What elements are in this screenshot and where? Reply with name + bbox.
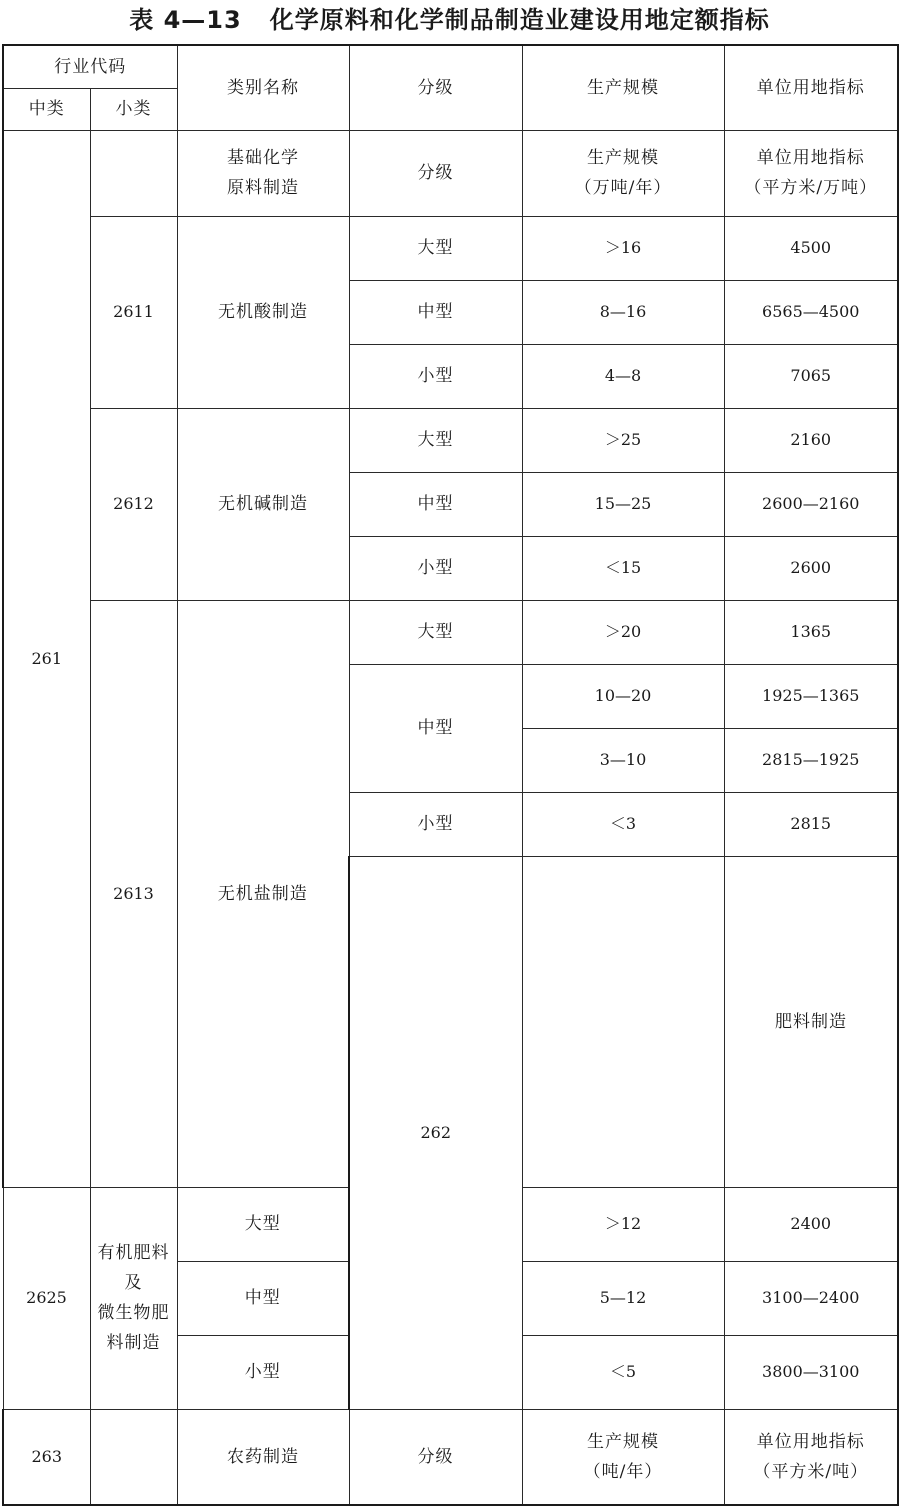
category-name-line: 基础化学 (227, 148, 299, 168)
scale-cell: 10—20 (522, 664, 724, 728)
grade-cell: 中型 (349, 472, 522, 536)
sub-class-code-2612: 2612 (90, 408, 177, 600)
grade-cell: 大型 (177, 1187, 349, 1261)
scale-cell: 8—16 (522, 280, 724, 344)
group-263-heading-row (3, 1409, 898, 1505)
index-unit-line: 单位用地指标 (756, 1431, 865, 1452)
scale-cell: ＞20 (522, 600, 724, 664)
category-name-pesticide: 农药制造 (177, 1409, 349, 1505)
grade-label: 分级 (349, 1409, 522, 1505)
scale-unit-line: （吨/年） (583, 1461, 663, 1482)
scale-cell: 5—12 (522, 1261, 724, 1335)
category-name-basic-chem (177, 130, 349, 216)
table-row (3, 216, 898, 280)
index-cell: 2600 (724, 536, 898, 600)
scale-cell: 15—25 (522, 472, 724, 536)
land-quota-table (2, 44, 899, 1506)
category-name-2611: 无机酸制造 (177, 216, 349, 408)
header-grade: 分级 (349, 45, 522, 130)
table-title: 表 4—13 化学原料和化学制品制造业建设用地定额指标 (129, 6, 770, 34)
sub-class-code-empty (90, 130, 177, 216)
header-mid-class: 中类 (3, 88, 90, 130)
index-cell: 1365 (724, 600, 898, 664)
index-cell: 2160 (724, 408, 898, 472)
scale-cell: 3—10 (522, 728, 724, 792)
index-cell: 2600—2160 (724, 472, 898, 536)
category-name-line: 原料制造 (227, 178, 299, 198)
index-cell: 7065 (724, 344, 898, 408)
table-row (3, 600, 898, 664)
sub-class-code-2613: 2613 (90, 600, 177, 1187)
scale-cell: ＜3 (522, 792, 724, 856)
grade-cell: 中型 (177, 1261, 349, 1335)
index-unit-line: 单位用地指标 (756, 148, 865, 168)
grade-cell: 大型 (349, 216, 522, 280)
scale-cell: ＞12 (522, 1187, 724, 1261)
scale-cell: ＞16 (522, 216, 724, 280)
table-row (3, 408, 898, 472)
grade-cell: 小型 (349, 536, 522, 600)
scale-unit-cell (522, 130, 724, 216)
scale-cell: 4—8 (522, 344, 724, 408)
index-cell: 1925—1365 (724, 664, 898, 728)
header-sub-class: 小类 (90, 88, 177, 130)
index-unit-line: （平方米/吨） (753, 1461, 869, 1482)
category-name-2612: 无机碱制造 (177, 408, 349, 600)
sub-class-code-2611: 2611 (90, 216, 177, 408)
index-cell: 3100—2400 (724, 1261, 898, 1335)
group-261-heading-row (3, 130, 898, 216)
grade-cell: 大型 (349, 600, 522, 664)
header-category-name: 类别名称 (177, 45, 349, 130)
scale-cell: ＞25 (522, 408, 724, 472)
grade-label: 分级 (349, 130, 522, 216)
grade-cell: 小型 (349, 792, 522, 856)
index-cell: 2400 (724, 1187, 898, 1261)
header-industry-code: 行业代码 (3, 45, 177, 88)
index-unit-line: （平方米/万吨） (744, 178, 878, 198)
category-name-line: 微生物肥料制造 (97, 1303, 170, 1353)
mid-class-code-263: 263 (3, 1409, 90, 1505)
grade-cell: 小型 (177, 1335, 349, 1409)
scale-unit-line: 生产规模 (587, 1431, 659, 1452)
scale-unit-cell (522, 1409, 724, 1505)
header-row-1 (3, 45, 898, 88)
grade-cell: 大型 (349, 408, 522, 472)
mid-class-code-262: 262 (349, 856, 522, 1409)
header-land-index: 单位用地指标 (724, 45, 898, 130)
scale-cell: ＜5 (522, 1335, 724, 1409)
scale-unit-line: 生产规模 (587, 148, 659, 168)
index-cell: 6565—4500 (724, 280, 898, 344)
index-cell: 3800—3100 (724, 1335, 898, 1409)
category-name-line: 有机肥料及 (97, 1243, 170, 1293)
index-cell: 4500 (724, 216, 898, 280)
index-cell: 2815—1925 (724, 728, 898, 792)
grade-cell: 小型 (349, 344, 522, 408)
category-name-fertilizer: 肥料制造 (724, 856, 898, 1187)
scale-cell: ＜15 (522, 536, 724, 600)
header-production-scale: 生产规模 (522, 45, 724, 130)
sub-class-code-2625: 2625 (3, 1187, 90, 1409)
sub-class-code-empty (522, 856, 724, 1187)
category-name-2625 (90, 1187, 177, 1409)
grade-cell: 中型 (349, 280, 522, 344)
sub-class-code-empty (90, 1409, 177, 1505)
index-unit-cell (724, 130, 898, 216)
scale-unit-line: （万吨/年） (574, 178, 672, 198)
category-name-2613: 无机盐制造 (177, 600, 349, 1187)
grade-cell: 中型 (349, 664, 522, 792)
index-cell: 2815 (724, 792, 898, 856)
mid-class-code-261: 261 (3, 130, 90, 1187)
index-unit-cell (724, 1409, 898, 1505)
